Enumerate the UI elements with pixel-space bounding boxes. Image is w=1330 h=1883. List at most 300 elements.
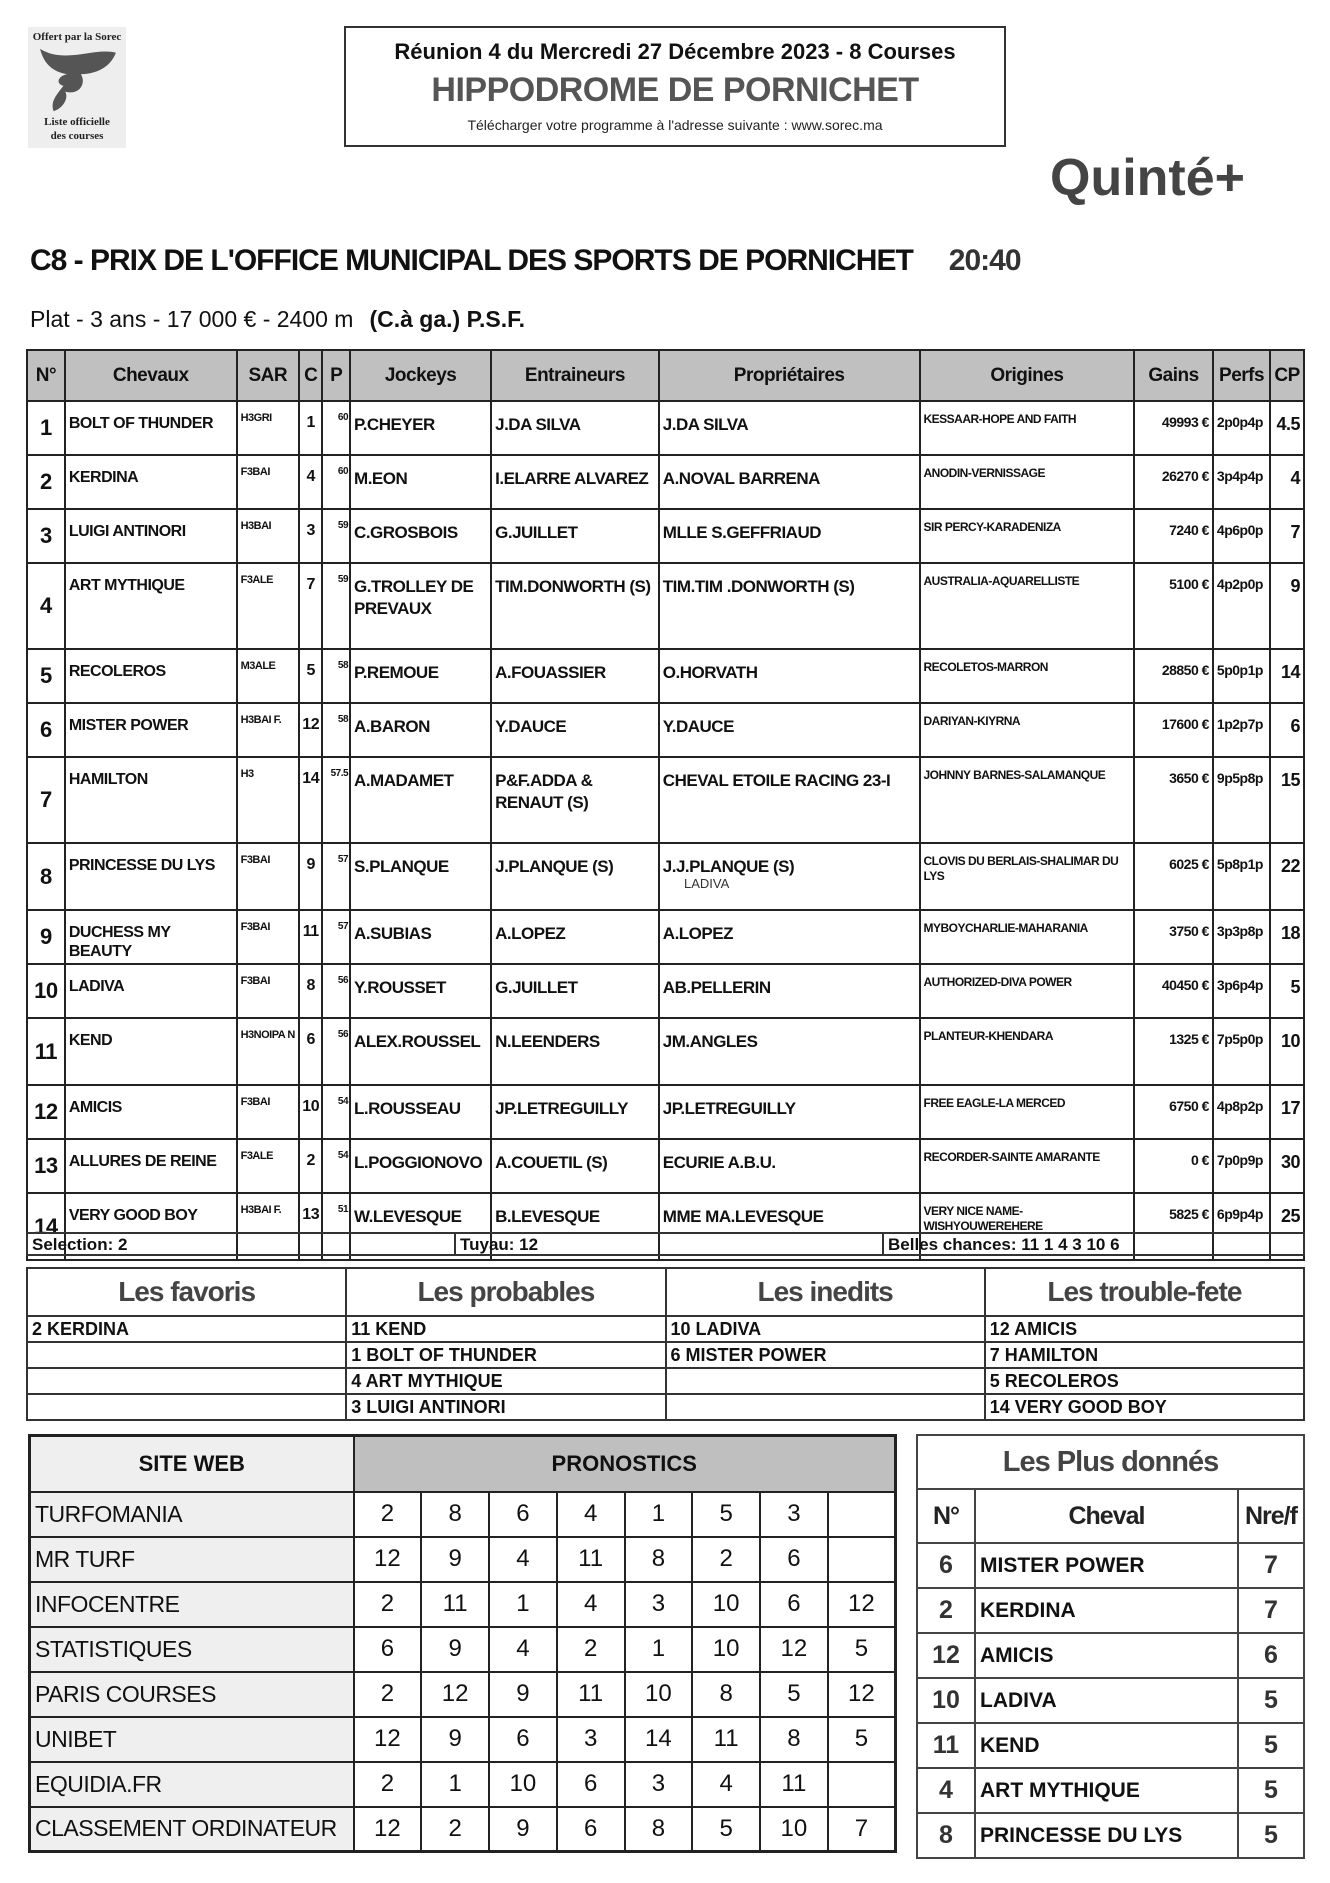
trainer: A.COUETIL (S)	[491, 1139, 659, 1193]
pronostic-value: 8	[692, 1672, 760, 1717]
draw: 3	[299, 509, 323, 563]
pronostic-value: 11	[760, 1762, 828, 1807]
race-name: C8 - PRIX DE L'OFFICE MUNICIPAL DES SPORTS DE PORNICHET	[30, 244, 913, 277]
pronostic-value: 9	[489, 1807, 557, 1852]
horse-head-icon	[35, 45, 119, 115]
runner-row	[27, 843, 1304, 910]
site-name: INFOCENTRE	[30, 1582, 354, 1627]
site-name: STATISTIQUES	[30, 1627, 354, 1672]
pronostic-value: 1	[489, 1582, 557, 1627]
sar: H3	[237, 757, 299, 843]
draw: 14	[299, 757, 323, 843]
sar: M3ALE	[237, 649, 299, 703]
sar: F3BAI	[237, 455, 299, 509]
pronostic-value: 8	[760, 1717, 828, 1762]
sar: H3BAI F.	[237, 1193, 299, 1260]
pronostic-value: 8	[421, 1492, 489, 1537]
sar: H3NOIPA N	[237, 1018, 299, 1085]
trainer: JP.LETREGUILLY	[491, 1085, 659, 1139]
category-cell-probables: 4 ART MYTHIQUE	[346, 1368, 665, 1394]
category-cell-favoris: 2 KERDINA	[27, 1316, 346, 1342]
cote-probable: 30	[1270, 1139, 1304, 1193]
plus-count: 5	[1238, 1723, 1304, 1768]
sar: F3ALE	[237, 1139, 299, 1193]
horse-name: LUIGI ANTINORI	[65, 509, 237, 563]
runner-number: 9	[27, 910, 65, 964]
cote-probable: 5	[1270, 964, 1304, 1018]
cote-probable: 7	[1270, 509, 1304, 563]
col-header-proprietaires: Propriétaires	[659, 350, 920, 401]
pronostic-value: 5	[828, 1717, 896, 1762]
category-header-inedits: Les inedits	[666, 1268, 985, 1316]
pronostic-value	[828, 1537, 896, 1582]
horse-name: KEND	[65, 1018, 237, 1085]
owner: ECURIE A.B.U.	[659, 1139, 920, 1193]
category-cell-favoris	[27, 1368, 346, 1394]
sorec-logo	[28, 27, 126, 148]
plus-num: 2	[917, 1588, 975, 1633]
horse-name: MISTER POWER	[65, 703, 237, 757]
pronostic-value: 12	[760, 1627, 828, 1672]
horse-name: RECOLEROS	[65, 649, 237, 703]
runner-number: 7	[27, 757, 65, 843]
pronostic-value: 4	[489, 1627, 557, 1672]
pronostic-value: 10	[692, 1582, 760, 1627]
pronostic-value: 5	[692, 1492, 760, 1537]
category-cell-inedits	[666, 1394, 985, 1420]
plus-col-cheval: Cheval	[975, 1489, 1238, 1543]
pronostic-value: 1	[625, 1627, 693, 1672]
runners-header-row	[27, 350, 1304, 401]
pronostic-row	[30, 1807, 896, 1852]
pronostic-value: 2	[692, 1537, 760, 1582]
earnings: 3650 €	[1134, 757, 1213, 843]
pronostic-value: 3	[760, 1492, 828, 1537]
plus-donnes-row	[917, 1543, 1304, 1588]
recent-form: 9p5p8p	[1213, 757, 1270, 843]
owner: MME MA.LEVESQUE	[659, 1193, 920, 1260]
draw: 8	[299, 964, 323, 1018]
draw: 7	[299, 563, 323, 649]
weight: 58	[322, 649, 350, 703]
pronostic-value: 5	[692, 1807, 760, 1852]
jockey: L.ROUSSEAU	[350, 1085, 491, 1139]
weight: 60	[322, 455, 350, 509]
plus-count: 5	[1238, 1813, 1304, 1858]
plus-count: 5	[1238, 1768, 1304, 1813]
category-header-probables: Les probables	[346, 1268, 665, 1316]
pronostic-value: 1	[421, 1762, 489, 1807]
owner: AB.PELLERIN	[659, 964, 920, 1018]
horse-name: VERY GOOD BOY	[65, 1193, 237, 1260]
plus-col-num: N°	[917, 1489, 975, 1543]
pronostic-value: 3	[625, 1582, 693, 1627]
draw: 6	[299, 1018, 323, 1085]
category-header-trouble-fete: Les trouble-fete	[985, 1268, 1304, 1316]
runner-number: 4	[27, 563, 65, 649]
pronostic-value: 3	[625, 1762, 693, 1807]
pronostic-value: 6	[760, 1537, 828, 1582]
earnings: 5825 €	[1134, 1193, 1213, 1260]
origins: RECORDER-SAINTE AMARANTE	[920, 1139, 1135, 1193]
site-name: TURFOMANIA	[30, 1492, 354, 1537]
cote-probable: 18	[1270, 910, 1304, 964]
earnings: 49993 €	[1134, 401, 1213, 455]
draw: 10	[299, 1085, 323, 1139]
col-header-chevaux: Chevaux	[65, 350, 237, 401]
horse-name: ALLURES DE REINE	[65, 1139, 237, 1193]
jockey: C.GROSBOIS	[350, 509, 491, 563]
pronostic-value: 6	[760, 1582, 828, 1627]
category-cell-favoris	[27, 1342, 346, 1368]
pronostic-value: 6	[489, 1717, 557, 1762]
pronostic-value: 9	[489, 1672, 557, 1717]
runner-number: 12	[27, 1085, 65, 1139]
plus-num: 6	[917, 1543, 975, 1588]
recent-form: 1p2p7p	[1213, 703, 1270, 757]
cote-probable: 22	[1270, 843, 1304, 910]
weight: 51	[322, 1193, 350, 1260]
trainer: G.JUILLET	[491, 509, 659, 563]
race-extra: (C.à ga.) P.S.F.	[369, 306, 525, 332]
plus-donnes-row	[917, 1723, 1304, 1768]
owner: CHEVAL ETOILE RACING 23-I	[659, 757, 920, 843]
earnings: 5100 €	[1134, 563, 1213, 649]
categories-table	[26, 1267, 1305, 1421]
category-cell-probables: 1 BOLT OF THUNDER	[346, 1342, 665, 1368]
sar: H3BAI	[237, 509, 299, 563]
draw: 4	[299, 455, 323, 509]
jockey: ALEX.ROUSSEL	[350, 1018, 491, 1085]
category-cell-trouble-fete: 14 VERY GOOD BOY	[985, 1394, 1304, 1420]
category-cell-trouble-fete: 7 HAMILTON	[985, 1342, 1304, 1368]
race-time: 20:40	[948, 244, 1021, 277]
trainer: A.LOPEZ	[491, 910, 659, 964]
pronostic-row	[30, 1672, 896, 1717]
runner-number: 6	[27, 703, 65, 757]
horse-name: AMICIS	[65, 1085, 237, 1139]
runner-number: 10	[27, 964, 65, 1018]
owner: MLLE S.GEFFRIAUD	[659, 509, 920, 563]
trainer: I.ELARRE ALVAREZ	[491, 455, 659, 509]
pronostic-value	[828, 1762, 896, 1807]
sar: F3BAI	[237, 910, 299, 964]
origins: RECOLETOS-MARRON	[920, 649, 1135, 703]
category-cell-probables: 3 LUIGI ANTINORI	[346, 1394, 665, 1420]
recent-form: 3p4p4p	[1213, 455, 1270, 509]
site-name: PARIS COURSES	[30, 1672, 354, 1717]
origins: VERY NICE NAME-WISHYOUWEREHERE	[920, 1193, 1135, 1260]
pronostic-value: 14	[625, 1717, 693, 1762]
plus-num: 4	[917, 1768, 975, 1813]
category-cell-inedits	[666, 1368, 985, 1394]
plus-donnes-title: Les Plus donnés	[917, 1435, 1304, 1489]
runner-row	[27, 401, 1304, 455]
owner: Y.DAUCE	[659, 703, 920, 757]
weight: 54	[322, 1085, 350, 1139]
pronostic-value: 9	[421, 1717, 489, 1762]
jockey: A.MADAMET	[350, 757, 491, 843]
origins: ANODIN-VERNISSAGE	[920, 455, 1135, 509]
draw: 12	[299, 703, 323, 757]
pronostic-value: 11	[557, 1537, 625, 1582]
cote-probable: 10	[1270, 1018, 1304, 1085]
sar: F3BAI	[237, 1085, 299, 1139]
runner-number: 2	[27, 455, 65, 509]
origins: KESSAAR-HOPE AND FAITH	[920, 401, 1135, 455]
owner: TIM.TIM .DONWORTH (S)	[659, 563, 920, 649]
runner-number: 14	[27, 1193, 65, 1260]
earnings: 40450 €	[1134, 964, 1213, 1018]
plus-count: 7	[1238, 1543, 1304, 1588]
category-cell-inedits: 10 LADIVA	[666, 1316, 985, 1342]
plus-donnes-row	[917, 1588, 1304, 1633]
pronostic-value: 11	[421, 1582, 489, 1627]
pronostic-value: 2	[354, 1672, 422, 1717]
jockey: L.POGGIONOVO	[350, 1139, 491, 1193]
tuyau: Tuyau: 12	[456, 1234, 884, 1254]
plus-cheval: MISTER POWER	[975, 1543, 1238, 1588]
jockey: A.SUBIAS	[350, 910, 491, 964]
earnings: 7240 €	[1134, 509, 1213, 563]
recent-form: 2p0p4p	[1213, 401, 1270, 455]
pronostic-value: 5	[828, 1627, 896, 1672]
pronostic-value: 12	[828, 1582, 896, 1627]
pronostic-row	[30, 1717, 896, 1762]
plus-donnes-row	[917, 1678, 1304, 1723]
logo-top-text: Offert par la Sorec	[32, 31, 122, 43]
runner-number: 13	[27, 1139, 65, 1193]
runner-row	[27, 509, 1304, 563]
cote-probable: 4.5	[1270, 401, 1304, 455]
runner-row	[27, 649, 1304, 703]
draw: 13	[299, 1193, 323, 1260]
jockey: S.PLANQUE	[350, 843, 491, 910]
race-conditions	[30, 306, 525, 333]
weight: 58	[322, 703, 350, 757]
col-header-gains: Gains	[1134, 350, 1213, 401]
plus-count: 6	[1238, 1633, 1304, 1678]
pronostic-value: 3	[557, 1717, 625, 1762]
origins: MYBOYCHARLIE-MAHARANIA	[920, 910, 1135, 964]
recent-form: 4p8p2p	[1213, 1085, 1270, 1139]
pronostic-value: 4	[557, 1492, 625, 1537]
plus-count: 5	[1238, 1678, 1304, 1723]
owner: J.J.PLANQUE (S)	[659, 843, 920, 910]
plus-donnes-row	[917, 1633, 1304, 1678]
weight: 56	[322, 1018, 350, 1085]
jockey: P.REMOUE	[350, 649, 491, 703]
plus-cheval: AMICIS	[975, 1633, 1238, 1678]
pronostic-value: 11	[692, 1717, 760, 1762]
col-header-jockeys: Jockeys	[350, 350, 491, 401]
cote-probable: 4	[1270, 455, 1304, 509]
pronostic-value: 12	[828, 1672, 896, 1717]
category-cell-trouble-fete: 5 RECOLEROS	[985, 1368, 1304, 1394]
trainer: J.DA SILVA	[491, 401, 659, 455]
plus-donnes-row	[917, 1768, 1304, 1813]
race-title	[30, 244, 1030, 278]
pronostic-value: 6	[354, 1627, 422, 1672]
origins: AUSTRALIA-AQUARELLISTE	[920, 563, 1135, 649]
runner-row	[27, 703, 1304, 757]
plus-donnes-table	[916, 1434, 1305, 1859]
origins: SIR PERCY-KARADENIZA	[920, 509, 1135, 563]
category-row	[27, 1394, 1304, 1420]
plus-num: 11	[917, 1723, 975, 1768]
category-cell-inedits: 6 MISTER POWER	[666, 1342, 985, 1368]
col-header-sar: SAR	[237, 350, 299, 401]
cote-probable: 9	[1270, 563, 1304, 649]
plus-cheval: PRINCESSE DU LYS	[975, 1813, 1238, 1858]
horse-name: PRINCESSE DU LYS	[65, 843, 237, 910]
jockey: W.LEVESQUE	[350, 1193, 491, 1260]
col-header-entraineurs: Entraineurs	[491, 350, 659, 401]
weight: 57.5	[322, 757, 350, 843]
owner: A.NOVAL BARRENA	[659, 455, 920, 509]
trainer: P&F.ADDA & RENAUT (S)	[491, 757, 659, 843]
runner-row	[27, 757, 1304, 843]
owner: A.LOPEZ	[659, 910, 920, 964]
plus-num: 10	[917, 1678, 975, 1723]
pronostic-value: 9	[421, 1537, 489, 1582]
pronostic-value: 4	[489, 1537, 557, 1582]
site-name: EQUIDIA.FR	[30, 1762, 354, 1807]
col-header-p: P	[322, 350, 350, 401]
runner-number: 1	[27, 401, 65, 455]
weight: 57	[322, 910, 350, 964]
recent-form: 6p9p4p	[1213, 1193, 1270, 1260]
category-cell-probables: 11 KEND	[346, 1316, 665, 1342]
pronostic-value: 11	[557, 1672, 625, 1717]
pronostic-value: 8	[625, 1537, 693, 1582]
pronostic-value: 6	[489, 1492, 557, 1537]
horse-name: HAMILTON	[65, 757, 237, 843]
trainer: J.PLANQUE (S)	[491, 843, 659, 910]
recent-form: 5p8p1p	[1213, 843, 1270, 910]
site-name: CLASSEMENT ORDINATEUR	[30, 1807, 354, 1852]
category-row	[27, 1342, 1304, 1368]
categories-header-row	[27, 1268, 1304, 1316]
site-name: MR TURF	[30, 1537, 354, 1582]
plus-count: 7	[1238, 1588, 1304, 1633]
runners-table	[26, 349, 1305, 1261]
horse-name: LADIVA	[65, 964, 237, 1018]
pronostics-header: PRONOSTICS	[354, 1436, 896, 1492]
jockey: G.TROLLEY DE PREVAUX	[350, 563, 491, 649]
runner-row	[27, 1139, 1304, 1193]
recent-form: 4p6p0p	[1213, 509, 1270, 563]
plus-cheval: ART MYTHIQUE	[975, 1768, 1238, 1813]
pronostic-value: 12	[354, 1717, 422, 1762]
weight: 57	[322, 843, 350, 910]
pronostic-value: 10	[625, 1672, 693, 1717]
horse-name: ART MYTHIQUE	[65, 563, 237, 649]
plus-cheval: KERDINA	[975, 1588, 1238, 1633]
category-row	[27, 1368, 1304, 1394]
plus-donnes-row	[917, 1813, 1304, 1858]
origins: FREE EAGLE-LA MERCED	[920, 1085, 1135, 1139]
logo-bottom-line1: Liste officielle	[44, 116, 110, 128]
pronostic-value: 2	[421, 1807, 489, 1852]
earnings: 26270 €	[1134, 455, 1213, 509]
belles-chances: Belles chances: 11 1 4 3 10 6	[888, 1235, 1120, 1254]
jockey: P.CHEYER	[350, 401, 491, 455]
pronostic-value: 6	[557, 1762, 625, 1807]
trainer: G.JUILLET	[491, 964, 659, 1018]
origins: PLANTEUR-KHENDARA	[920, 1018, 1135, 1085]
weight: 59	[322, 563, 350, 649]
earnings: 17600 €	[1134, 703, 1213, 757]
pronostic-row	[30, 1537, 896, 1582]
pronostic-row	[30, 1627, 896, 1672]
trainer: N.LEENDERS	[491, 1018, 659, 1085]
recent-form: 5p0p1p	[1213, 649, 1270, 703]
origins: CLOVIS DU BERLAIS-SHALIMAR DU LYS	[920, 843, 1135, 910]
earnings: 28850 €	[1134, 649, 1213, 703]
earnings: 3750 €	[1134, 910, 1213, 964]
pronostic-value: 8	[625, 1807, 693, 1852]
recent-form: 4p2p0p	[1213, 563, 1270, 649]
owner: J.DA SILVA	[659, 401, 920, 455]
trainer: A.FOUASSIER	[491, 649, 659, 703]
pronostic-value	[828, 1492, 896, 1537]
recent-form: 3p3p8p	[1213, 910, 1270, 964]
horse-name: KERDINA	[65, 455, 237, 509]
draw: 2	[299, 1139, 323, 1193]
draw: 11	[299, 910, 323, 964]
draw: 9	[299, 843, 323, 910]
runner-row	[27, 455, 1304, 509]
sar: F3BAI	[237, 964, 299, 1018]
horse-name: BOLT OF THUNDER	[65, 401, 237, 455]
weight: 54	[322, 1139, 350, 1193]
plus-donnes-header-row	[917, 1489, 1304, 1543]
pronostics-header-row	[30, 1436, 896, 1492]
reunion-line: Réunion 4 du Mercredi 27 Décembre 2023 - 8 Courses	[394, 39, 956, 64]
quinte-badge: Quinté+	[1050, 149, 1246, 207]
sar: F3ALE	[237, 563, 299, 649]
site-name: UNIBET	[30, 1717, 354, 1762]
jockey: A.BARON	[350, 703, 491, 757]
weight: 60	[322, 401, 350, 455]
pronostic-row	[30, 1582, 896, 1627]
runner-number: 11	[27, 1018, 65, 1085]
watermark-text: LADIVA	[684, 876, 730, 891]
cote-probable: 25	[1270, 1193, 1304, 1260]
runner-number: 8	[27, 843, 65, 910]
hippodrome-name: HIPPODROME DE PORNICHET	[431, 71, 919, 109]
meeting-header	[344, 26, 1006, 147]
runner-number: 5	[27, 649, 65, 703]
runner-row	[27, 1018, 1304, 1085]
earnings: 0 €	[1134, 1139, 1213, 1193]
pronostic-value: 2	[354, 1492, 422, 1537]
jockey: Y.ROUSSET	[350, 964, 491, 1018]
recent-form: 7p0p9p	[1213, 1139, 1270, 1193]
col-header-c: C	[299, 350, 323, 401]
plus-cheval: KEND	[975, 1723, 1238, 1768]
sar: F3BAI	[237, 843, 299, 910]
pronostic-value: 10	[489, 1762, 557, 1807]
runner-row	[27, 964, 1304, 1018]
category-row	[27, 1316, 1304, 1342]
pronostic-value: 2	[354, 1762, 422, 1807]
col-header-origines: Origines	[920, 350, 1135, 401]
pronostic-value: 7	[828, 1807, 896, 1852]
logo-bottom-line2: des courses	[50, 130, 104, 142]
pronostic-value: 5	[760, 1672, 828, 1717]
